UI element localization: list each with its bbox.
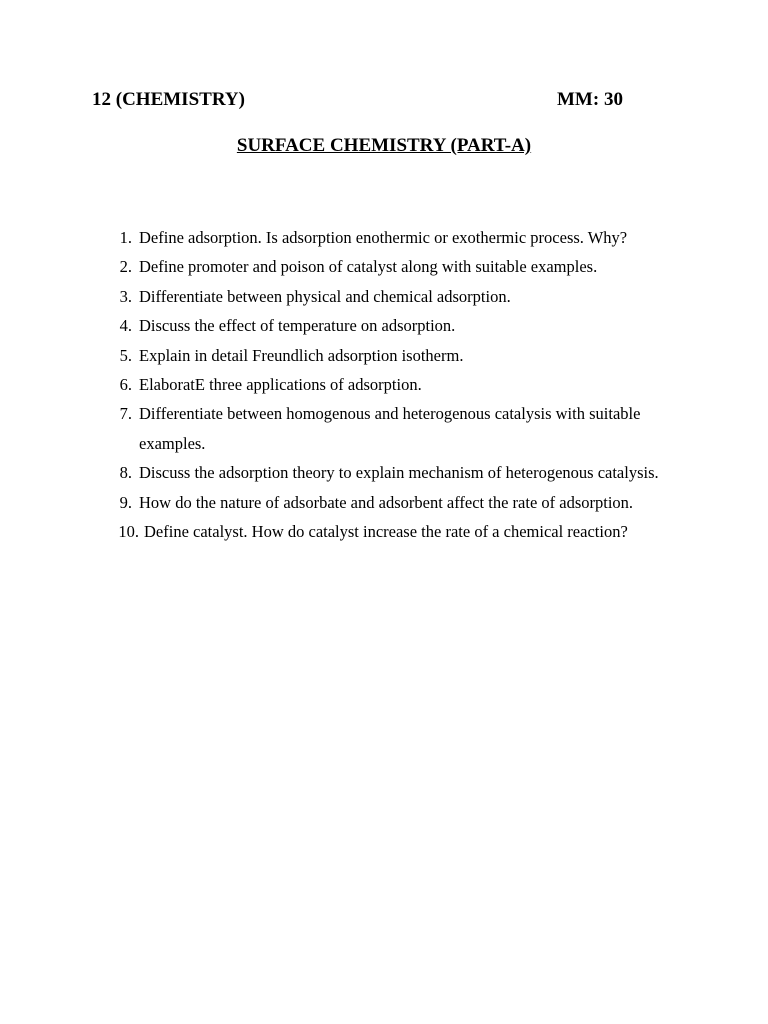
question-item <box>0 252 768 281</box>
question-item <box>0 311 768 340</box>
question-number: 3. <box>119 286 132 306</box>
question-text: Define catalyst. How do catalyst increase the rate of a chemical reaction? <box>144 522 628 542</box>
question-number: 1. <box>119 228 132 247</box>
question-text: Differentiate between physical and chemical adsorption. <box>139 286 511 306</box>
question-item <box>0 282 768 311</box>
question-item <box>0 370 768 399</box>
question-text: ElaboratE three applications of adsorption. <box>139 375 422 395</box>
max-marks-label: MM: 30 <box>557 89 623 110</box>
question-number: 5. <box>119 345 132 365</box>
question-text: Discuss the effect of temperature on adsorption. <box>139 316 456 336</box>
question-text: Discuss the adsorption theory to explain mechanism of heterogenous catalysis. <box>139 463 659 483</box>
question-item <box>0 341 768 370</box>
question-number: 9. <box>119 492 132 512</box>
question-number: 2. <box>119 257 132 277</box>
question-number: 7. <box>119 404 132 424</box>
question-item <box>0 517 768 546</box>
question-item <box>0 458 768 487</box>
question-text: Define promoter and poison of catalyst along with suitable examples. <box>139 257 598 277</box>
question-number: 6. <box>119 375 132 395</box>
question-item <box>0 399 768 458</box>
question-text: How do the nature of adsorbate and adsorbent affect the rate of adsorption. <box>139 492 634 512</box>
question-number: 10. <box>118 522 139 542</box>
question-text: Define adsorption. Is adsorption enothermic or exothermic process. Why? <box>139 228 628 247</box>
question-text: Explain in detail Freundlich adsorption isotherm. <box>139 345 464 365</box>
class-label: 12 (CHEMISTRY) <box>92 89 245 110</box>
question-item <box>0 488 768 517</box>
question-item <box>0 223 768 252</box>
question-text: Differentiate between homogenous and heterogenous catalysis with suitable examples. <box>139 404 641 453</box>
question-list <box>0 223 768 546</box>
question-number: 4. <box>119 316 132 336</box>
page-title: SURFACE CHEMISTRY (PART-A) <box>236 135 532 156</box>
question-number: 8. <box>119 463 132 483</box>
